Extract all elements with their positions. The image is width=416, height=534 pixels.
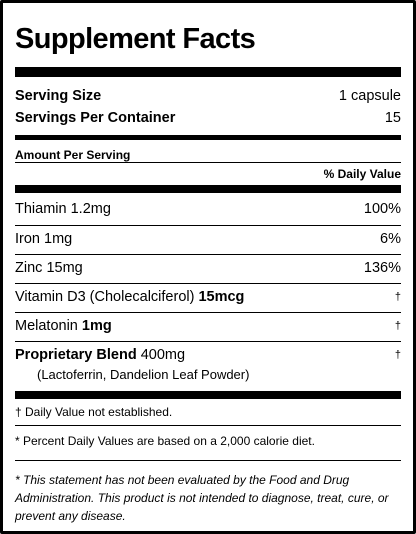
nutrient-name: Vitamin D3 (Cholecalciferol) <box>15 289 195 305</box>
nutrient-amount: 1mg <box>44 231 73 247</box>
blend-name: Proprietary Blend <box>15 347 137 363</box>
nutrient-label <box>15 230 72 248</box>
servings-per-container-label: Servings Per Container <box>15 110 176 126</box>
servings-per-container-value: 15 <box>384 110 401 126</box>
row-divider <box>15 254 401 255</box>
footnote-divider <box>15 425 401 426</box>
serving-size-label: Serving Size <box>15 88 102 104</box>
dagger-mark: † <box>394 291 401 303</box>
percent-dv-footnote: * Percent Daily Values are based on a 2,000 calorie diet. <box>15 434 315 448</box>
panel-content <box>15 3 401 531</box>
nutrient-amount: 1mg <box>81 318 112 334</box>
nutrient-daily-value: 100% <box>363 201 401 217</box>
fda-disclaimer: * This statement has not been evaluated by the Food and Drug Administration. This product is not intended to diagnose, treat, cure, or prevent any disease. <box>15 473 389 523</box>
nutrient-label <box>15 200 111 218</box>
thick-divider <box>15 185 401 193</box>
daily-value-header: % Daily Value <box>323 167 401 181</box>
nutrient-name: Melatonin <box>15 318 78 334</box>
nutrient-amount: 15mcg <box>198 289 245 305</box>
nutrient-name: Zinc <box>15 260 43 276</box>
thick-divider <box>15 391 401 399</box>
row-divider <box>15 312 401 313</box>
thick-divider <box>15 67 401 77</box>
blend-amount: 400mg <box>140 347 186 363</box>
nutrient-label <box>15 288 244 306</box>
row-divider <box>15 341 401 342</box>
blend-ingredients: (Lactoferrin, Dandelion Leaf Powder) <box>37 367 250 382</box>
medium-divider <box>15 135 401 140</box>
nutrient-label <box>15 259 83 277</box>
nutrient-daily-value: 136% <box>363 260 401 276</box>
panel-title: Supplement Facts <box>15 23 256 55</box>
nutrient-daily-value: 6% <box>380 231 401 247</box>
nutrient-name: Thiamin <box>15 201 67 217</box>
row-divider <box>15 283 401 284</box>
dagger-footnote: † Daily Value not established. <box>15 405 173 419</box>
serving-size-value: 1 capsule <box>338 88 401 104</box>
nutrient-name: Iron <box>15 231 40 247</box>
nutrient-amount: 1.2mg <box>70 201 111 217</box>
row-divider <box>15 225 401 226</box>
dagger-mark: † <box>394 320 401 332</box>
nutrient-amount: 15mg <box>46 260 83 276</box>
dagger-mark: † <box>394 349 401 361</box>
thin-divider <box>15 162 401 163</box>
amount-per-serving-label: Amount Per Serving <box>15 148 131 162</box>
nutrient-label <box>15 317 112 335</box>
blend-label <box>15 346 185 364</box>
footnote-divider <box>15 460 401 461</box>
